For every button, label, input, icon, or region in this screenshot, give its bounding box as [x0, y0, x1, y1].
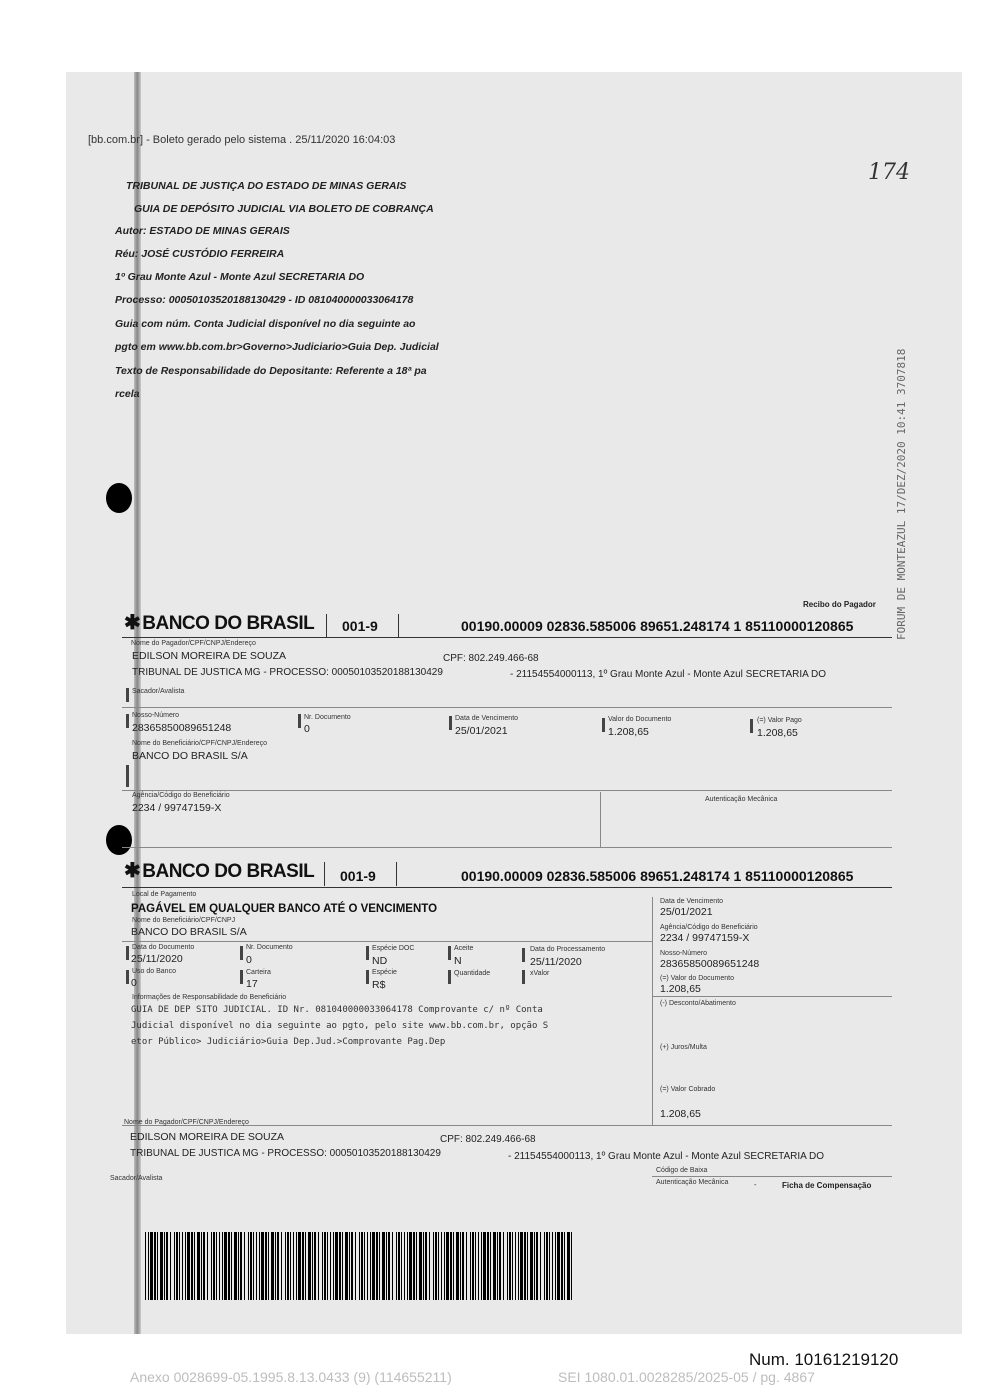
ficha-nr-documento-value: 0	[246, 954, 252, 966]
data-documento-label: Data do Documento	[132, 944, 195, 951]
valor-cobrado-label: (=) Valor Cobrado	[660, 1086, 716, 1093]
ficha-vencimento-label: Data de Vencimento	[660, 898, 724, 905]
ficha-agencia-label: Agência/Código do Beneficiário	[660, 924, 758, 931]
ficha-payer-label: Nome do Pagador/CPF/CNPJ/Endereço	[124, 1119, 249, 1126]
ficha-nosso-numero-label: Nosso-Número	[660, 950, 708, 957]
guide-title: GUIA DE DEPÓSITO JUDICIAL VIA BOLETO DE COBRANÇA	[134, 203, 434, 215]
beneficiario-label: Nome do Beneficiário/CPF/CNPJ/Endereço	[132, 740, 268, 747]
rule	[122, 790, 892, 791]
nosso-numero-value: 28365850089651248	[132, 722, 232, 734]
ficha-autenticacao-label: Autenticação Mecânica	[656, 1179, 729, 1186]
ficha-nosso-numero-value: 28365850089651248	[660, 958, 760, 970]
defendant-line: Réu: JOSÉ CUSTÓDIO FERREIRA	[115, 248, 285, 260]
ficha-valor-documento-value: 1.208,65	[660, 983, 701, 995]
field-marker	[126, 765, 129, 787]
divider	[326, 614, 327, 638]
data-processamento-value: 25/11/2020	[530, 956, 582, 968]
divider	[600, 792, 601, 847]
rule	[122, 941, 652, 942]
recibo-title: Recibo do Pagador	[803, 600, 876, 609]
document-number: Num. 10161219120	[749, 1350, 899, 1369]
field-marker	[448, 946, 451, 960]
valor-pago-label: (=) Valor Pago	[757, 717, 802, 724]
autenticacao-separator: -	[754, 1180, 757, 1189]
bb-logo-icon: ✱	[124, 860, 141, 882]
ficha-vencimento-value: 25/01/2021	[660, 906, 713, 918]
valor-pago-value: 1.208,65	[757, 727, 798, 739]
valor-documento-value: 1.208,65	[608, 726, 649, 738]
payer-address-1: TRIBUNAL DE JUSTICA MG - PROCESSO: 00050103520188130429	[132, 667, 443, 678]
ficha-compensacao-title: Ficha de Compensação	[782, 1181, 872, 1190]
field-marker	[602, 718, 605, 732]
agencia-label: Agência/Código do Beneficiário	[132, 792, 230, 799]
field-marker	[522, 970, 525, 984]
nr-documento-value: 0	[304, 723, 310, 735]
ficha-payer-name: EDILSON MOREIRA DE SOUZA	[130, 1131, 285, 1143]
field-marker	[126, 714, 129, 728]
especie-doc-label: Espécie DOC	[372, 945, 415, 952]
info-label: Informações de Responsabilidade do Beneficiário	[132, 994, 287, 1001]
field-marker	[448, 970, 451, 984]
juros-label: (+) Juros/Multa	[660, 1044, 707, 1051]
nosso-numero-label: Nosso-Número	[132, 712, 180, 719]
punch-hole-bottom	[106, 825, 132, 855]
ficha-payer-address-2: - 21154554000113, 1º Grau Monte Azul - Monte Azul SECRETARIA DO	[508, 1151, 825, 1162]
digitable-line-ficha: 00190.00009 02836.585006 89651.248174 1 85110000120865	[461, 868, 854, 884]
carteira-value: 17	[246, 978, 258, 990]
autenticacao-label: Autenticação Mecânica	[705, 796, 778, 803]
ficha-sacador-label: Sacador/Avalista	[110, 1175, 163, 1182]
field-marker	[126, 688, 129, 702]
payer-cpf: CPF: 802.249.466-68	[443, 653, 539, 664]
payment-barcode	[145, 1232, 573, 1300]
page-fold-shadow	[134, 72, 141, 1334]
aceite-label: Aceite	[454, 945, 474, 952]
codigo-baixa-label: Código de Baixa	[656, 1167, 708, 1174]
depositor-text-line-2: rcela	[115, 388, 140, 400]
field-marker	[126, 970, 129, 984]
field-marker	[522, 948, 525, 962]
beneficiario-value: BANCO DO BRASIL S/A	[132, 750, 248, 762]
field-marker	[750, 719, 753, 733]
field-marker	[449, 716, 452, 730]
process-line: Processo: 00050103520188130429 - ID 081040000033064178	[115, 294, 414, 306]
aceite-value: N	[454, 955, 462, 967]
ficha-valor-documento-label: (=) Valor do Documento	[660, 975, 734, 982]
system-generated-line: [bb.com.br] - Boleto gerado pelo sistema . 25/11/2020 16:04:03	[88, 134, 396, 146]
ficha-payer-address-1: TRIBUNAL DE JUSTICA MG - PROCESSO: 00050103520188130429	[130, 1148, 441, 1159]
ficha-agencia-value: 2234 / 99747159-X	[660, 932, 750, 944]
handwritten-page-number: 174	[868, 160, 910, 185]
info-line-1: GUIA DE DEP SITO JUDICIAL. ID Nr. 081040000033064178 Comprovante c/ nº Conta	[131, 1005, 543, 1015]
account-info-line-2: pgto em www.bb.com.br>Governo>Judiciario>Guia Dep. Judicial	[115, 341, 439, 353]
uso-banco-value: 0	[131, 977, 137, 989]
divider	[324, 862, 325, 886]
field-marker	[126, 946, 129, 960]
uso-banco-label: Uso do Banco	[132, 968, 176, 975]
info-line-2: Judicial disponível no dia seguinte ao pgto, pelo site www.bb.com.br, opção S	[131, 1021, 549, 1031]
desconto-label: (-) Desconto/Abatimento	[660, 1000, 736, 1007]
account-info-line-1: Guia com núm. Conta Judicial disponível no dia seguinte ao	[115, 318, 416, 330]
field-marker	[298, 714, 301, 728]
anexo-reference: Anexo 0028699-05.1995.8.13.0433 (9) (114655211)	[130, 1369, 452, 1385]
valor-cobrado-value: 1.208,65	[660, 1108, 701, 1120]
rule	[122, 887, 892, 888]
ficha-payer-cpf: CPF: 802.249.466-68	[440, 1134, 536, 1145]
divider	[396, 862, 397, 886]
quantidade-label: Quantidade	[454, 970, 491, 977]
agencia-value: 2234 / 99747159-X	[132, 802, 222, 814]
rule	[653, 996, 892, 997]
ficha-beneficiario-value: BANCO DO BRASIL S/A	[131, 926, 247, 938]
vencimento-label: Data de Vencimento	[455, 715, 519, 722]
field-marker	[240, 970, 243, 984]
digitable-line-recibo: 00190.00009 02836.585006 89651.248174 1 85110000120865	[461, 618, 854, 634]
ficha-nr-documento-label: Nr. Documento	[246, 944, 293, 951]
rule	[122, 637, 892, 638]
sacador-label: Sacador/Avalista	[132, 688, 185, 695]
especie-value: R$	[372, 979, 386, 991]
jurisdiction-line: 1º Grau Monte Azul - Monte Azul SECRETARIA DO	[115, 271, 365, 283]
field-marker	[240, 946, 243, 960]
xvalor-label: xValor	[530, 970, 550, 977]
bank-code-recibo: 001-9	[342, 618, 378, 634]
carteira-label: Carteira	[246, 969, 271, 976]
rule	[122, 707, 892, 708]
especie-doc-value: ND	[372, 955, 388, 967]
bank-logo-ficha: ✱ BANCO DO BRASIL	[124, 860, 315, 882]
field-marker	[366, 946, 369, 960]
info-line-3: etor Público> Judiciário>Guia Dep.Jud.>Comprovante Pag.Dep	[131, 1037, 446, 1047]
nr-documento-label: Nr. Documento	[304, 714, 351, 721]
bank-logo-recibo: ✱ BANCO DO BRASIL	[124, 612, 315, 634]
sei-reference: SEI 1080.01.0028285/2025-05 / pg. 4867	[558, 1369, 815, 1385]
bb-logo-icon: ✱	[124, 612, 141, 634]
punch-hole-top	[106, 483, 132, 513]
data-documento-value: 25/11/2020	[131, 953, 183, 965]
local-pagamento-value: PAGÁVEL EM QUALQUER BANCO ATÉ O VENCIMENTO	[131, 903, 438, 915]
especie-label: Espécie	[372, 969, 397, 976]
author-line: Autor: ESTADO DE MINAS GERAIS	[115, 225, 290, 237]
valor-documento-label: Valor do Documento	[608, 716, 672, 723]
vencimento-value: 25/01/2021	[455, 725, 508, 737]
payer-name: EDILSON MOREIRA DE SOUZA	[132, 650, 287, 662]
right-column-divider	[652, 897, 653, 1125]
local-pagamento-label: Local de Pagamento	[132, 891, 197, 898]
rule	[122, 847, 892, 848]
payer-label: Nome do Pagador/CPF/CNPJ/Endereço	[131, 640, 256, 647]
bank-code-ficha: 001-9	[340, 868, 376, 884]
forum-protocol-stamp: FORUM DE MONTEAZUL 17/DEZ/2020 10:41 3707818	[895, 348, 908, 640]
divider	[398, 614, 399, 638]
ficha-beneficiario-label: Nome do Beneficiário/CPF/CNPJ	[132, 917, 236, 924]
depositor-text-line-1: Texto de Responsabilidade do Depositante: Referente a 18ª pa	[115, 365, 427, 377]
data-processamento-label: Data do Processamento	[530, 946, 606, 953]
barcode-bar	[572, 1232, 573, 1300]
field-marker	[366, 970, 369, 984]
payer-address-2: - 21154554000113, 1º Grau Monte Azul - Monte Azul SECRETARIA DO	[510, 669, 827, 680]
court-name: TRIBUNAL DE JUSTIÇA DO ESTADO DE MINAS GERAIS	[126, 180, 407, 192]
rule	[652, 1176, 892, 1177]
